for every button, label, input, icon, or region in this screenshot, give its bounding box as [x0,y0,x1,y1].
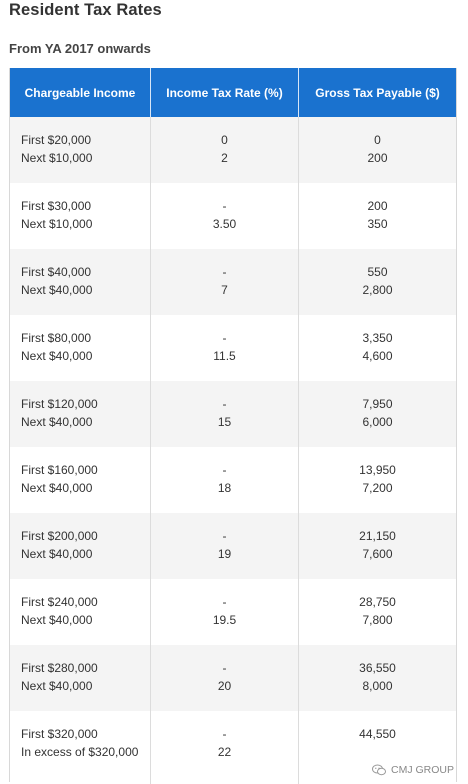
payable-cell [299,645,456,711]
payable-cell [299,315,456,381]
income-cell-line: Next $40,000 [21,679,93,693]
table-header [10,68,456,117]
table-row [10,117,456,183]
rate-cell-line: - [222,661,227,675]
table-row [10,381,456,447]
table-row [10,645,456,711]
income-cell [10,513,151,579]
rate-cell-line: - [222,529,227,543]
income-cell [10,315,151,381]
payable-cell [299,513,456,579]
income-cell-line: First $160,000 [21,463,98,477]
rate-cell-line: 19 [217,547,232,561]
payable-cell-line: 8,000 [362,679,393,693]
watermark-text: CMJ GROUP [391,764,454,776]
rate-cell-line: - [222,265,227,279]
income-cell-line: First $80,000 [21,331,92,345]
rate-cell-line: - [222,397,227,411]
payable-cell-line: 3,350 [362,331,393,345]
wechat-icon [372,764,386,776]
payable-cell-line: 28,750 [359,595,396,609]
payable-cell-line: 7,800 [362,613,393,627]
rate-cell-line: 20 [217,679,232,693]
income-cell-line: First $20,000 [21,133,92,147]
rate-cell-line: 19.5 [212,613,237,627]
income-cell [10,249,151,315]
rate-cell [151,381,299,447]
payable-cell-line: 36,550 [359,661,396,675]
rate-cell-line: - [222,199,227,213]
table-row [10,579,456,645]
rate-cell-line: - [222,331,227,345]
table-row [10,447,456,513]
table-row [10,513,456,579]
income-cell-line: First $320,000 [21,727,98,741]
payable-cell-line: 2,800 [362,283,393,297]
payable-cell-line: 7,950 [362,397,393,411]
table-row [10,249,456,315]
rate-cell-line: 18 [217,481,232,495]
tax-rate-table [9,68,457,782]
income-cell-line: Next $10,000 [21,151,93,165]
rate-cell-line: 0 [221,133,228,147]
page-title: Resident Tax Rates [9,1,162,19]
rate-cell-line: 7 [221,283,228,297]
payable-cell-line [299,743,456,761]
rate-cell-line: 22 [217,745,232,759]
payable-cell [299,249,456,315]
income-cell [10,447,151,513]
rate-cell [151,711,299,784]
rate-cell-line: 2 [221,151,228,165]
column-header-chargeable-income: Chargeable Income [10,68,151,117]
payable-cell [299,381,456,447]
income-cell-line: First $280,000 [21,661,98,675]
income-cell-line: First $240,000 [21,595,98,609]
rate-cell [151,447,299,513]
rate-cell [151,513,299,579]
income-cell [10,381,151,447]
income-cell [10,579,151,645]
payable-cell [299,579,456,645]
payable-cell-line: 7,200 [362,481,393,495]
income-cell [10,117,151,183]
income-cell-line: In excess of $320,000 [21,745,139,759]
rate-cell-line: 3.50 [212,217,237,231]
rate-cell-line: - [222,727,227,741]
income-cell-line: Next $40,000 [21,349,93,363]
rate-cell-line: 11.5 [213,349,236,363]
rate-cell [151,645,299,711]
table-body [10,117,456,784]
income-cell-line: First $120,000 [21,397,98,411]
table-row [10,183,456,249]
payable-cell-line: 350 [367,217,388,231]
rate-cell [151,579,299,645]
payable-cell-line: 44,550 [359,727,396,741]
rate-cell [151,183,299,249]
rate-cell [151,315,299,381]
income-cell-line: Next $40,000 [21,547,93,561]
payable-cell-line: 200 [367,199,388,213]
rate-cell [151,249,299,315]
income-cell [10,183,151,249]
payable-cell-line: 550 [367,265,388,279]
payable-cell-line: 200 [367,151,388,165]
payable-cell [299,117,456,183]
payable-cell-line: 7,600 [362,547,393,561]
payable-cell-line: 4,600 [362,349,393,363]
rate-cell-line: 15 [217,415,232,429]
payable-cell [299,183,456,249]
income-cell-line: Next $40,000 [21,415,93,429]
income-cell-line: First $40,000 [21,265,92,279]
income-cell-line: Next $40,000 [21,283,93,297]
column-header-gross-tax-payable: Gross Tax Payable ($) [315,85,440,100]
payable-cell-line: 21,150 [359,529,396,543]
income-cell-line: Next $40,000 [21,613,93,627]
payable-cell [299,447,456,513]
income-cell [10,645,151,711]
rate-cell [151,117,299,183]
payable-cell-line: 13,950 [359,463,396,477]
payable-cell-line: 6,000 [362,415,393,429]
page-subtitle: From YA 2017 onwards [9,41,151,56]
table-row [10,315,456,381]
payable-cell-line: 0 [374,133,381,147]
income-cell-line: First $200,000 [21,529,98,543]
watermark [372,764,454,776]
income-cell [10,711,151,784]
income-cell-line: First $30,000 [21,199,92,213]
rate-cell-line: - [222,595,227,609]
column-header-income-tax-rate: Income Tax Rate (%) [151,68,299,117]
income-cell-line: Next $10,000 [21,217,93,231]
income-cell-line: Next $40,000 [21,481,93,495]
rate-cell-line: - [222,463,227,477]
